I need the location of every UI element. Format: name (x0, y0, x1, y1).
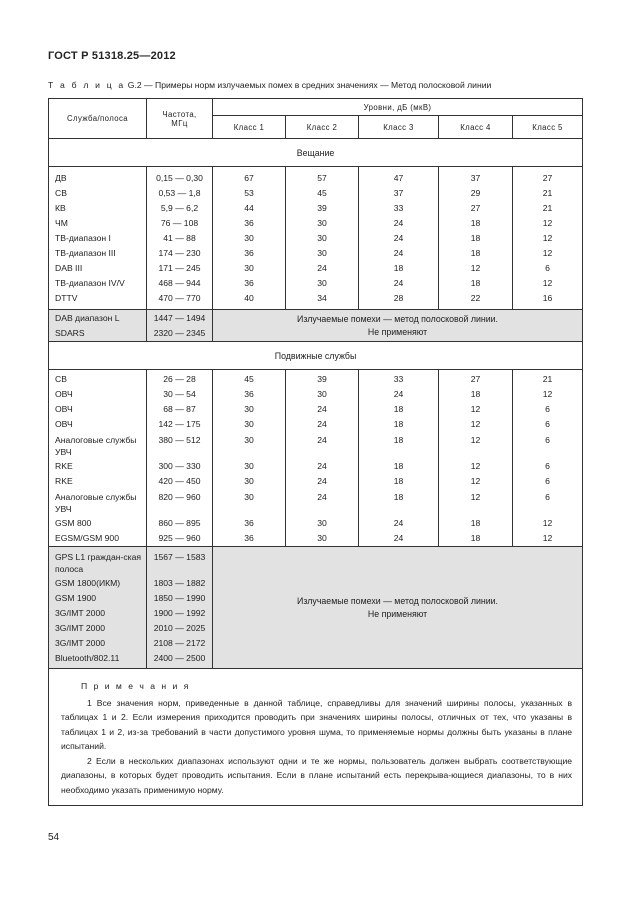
table-cell: 18 (470, 218, 481, 228)
table-cell: ТВ-диапазон III (55, 248, 116, 258)
table-cell: RKE (55, 476, 73, 486)
table-cell: 36 (244, 533, 254, 543)
table-cell: DAB III (55, 263, 83, 273)
table-cell: GSM 1800(ИКМ) (55, 578, 121, 588)
table-cell: 820 — 960 (158, 492, 201, 502)
mobile-class1-list (213, 370, 285, 546)
note-1: 1 Все значения норм, приведенные в данной таблице, справедливы для значений ширины полосы, указанных в таблицах 1 и 2. Если измерения приходится проводить при значениях ширины полосы, отличных от тех, что указаны в таблицах 1 и 2, из-за требований в части допустимого уровня шума, то применяемые нормы должны быть указаны в плане испытаний. (61, 697, 573, 751)
table-cell: ОВЧ (55, 389, 73, 399)
table-cell: 18 (393, 435, 404, 445)
notes-title: П р и м е ч а н и я (81, 681, 191, 691)
table-cell: 3G/IMT 2000 (55, 638, 105, 648)
mobile-na-services-list (49, 547, 146, 666)
table-cell: 44 (244, 203, 254, 213)
table-cell: 47 (393, 173, 404, 183)
table-cell: 30 (317, 218, 327, 228)
table-cell: 6 (545, 435, 550, 445)
header-levels: Уровни, дБ (мкВ) (213, 99, 583, 116)
table-cell: Bluetooth/802.11 (55, 653, 120, 663)
table-cell: 2320 — 2345 (153, 328, 206, 338)
table-cell: 12 (542, 248, 553, 258)
table-cell: 45 (317, 188, 327, 198)
table-cell: 28 (393, 293, 404, 303)
table-cell: 27 (542, 173, 553, 183)
table-cell: GSM 1900 (55, 593, 97, 603)
broadcast-class1-list (213, 167, 285, 306)
table-cell: КВ (55, 203, 66, 213)
table-cell: 36 (244, 278, 254, 288)
table-cell: 420 — 450 (158, 476, 201, 486)
table-cell: 27 (470, 203, 481, 213)
table-cell: 6 (545, 263, 550, 273)
table-cell: 1803 — 1882 (153, 578, 206, 588)
table-cell: 1567 — 1583 (153, 552, 206, 562)
header-class-1: Класс 1 (213, 116, 286, 139)
table-cell: 30 (317, 278, 327, 288)
table-cell: 67 (244, 173, 254, 183)
table-cell: 142 — 175 (158, 419, 201, 429)
mobile-class4-list (439, 370, 512, 546)
table-cell: 26 — 28 (163, 374, 196, 384)
table-cell: СВ (55, 374, 67, 384)
table-cell: ДВ (55, 173, 67, 183)
table-cell: SDARS (55, 328, 85, 338)
table-cell: 1850 — 1990 (153, 593, 206, 603)
table-cell: 34 (317, 293, 327, 303)
broadcast-class5-list (513, 167, 582, 306)
table-cell: 36 (244, 248, 254, 258)
table-cell: 24 (317, 435, 327, 445)
table-cell: 30 (317, 518, 327, 528)
mobile-not-applicable-note (213, 547, 583, 669)
table-cell: 30 (244, 492, 254, 502)
table-cell: 24 (393, 218, 404, 228)
table-cell: 6 (545, 492, 550, 502)
note-2: 2 Если в нескольких диапазонах используют одни и те же нормы, пользователь должен выбрать соответствующие диапазоны, в которых будет проводить испытания. Если в плане испытаний есть перекрыва-ющиеся диапазоны, то в них необходимо указать применимую норму. (61, 755, 573, 795)
table-cell: 24 (393, 389, 404, 399)
table-cell: 18 (470, 233, 481, 243)
table-cell: ЧМ (55, 218, 68, 228)
header-frequency-line1: Частота, (162, 109, 197, 119)
table-cell: 12 (470, 476, 481, 486)
table-cell: 33 (393, 374, 404, 384)
table-cell: 12 (470, 435, 481, 445)
table-cell: 30 (244, 404, 254, 414)
header-service: Служба/полоса (49, 99, 147, 139)
mobile-freqs-list (147, 370, 212, 546)
table-cell: 30 (244, 263, 254, 273)
header-class-2: Класс 2 (286, 116, 359, 139)
table-cell: 36 (244, 518, 254, 528)
broadcast-na-freqs-list (147, 310, 212, 341)
table-cell: 12 (542, 518, 553, 528)
table-cell: 3G/IMT 2000 (55, 623, 105, 633)
table-cell: 57 (317, 173, 327, 183)
page-number: 54 (48, 832, 60, 843)
mobile-class2-list (286, 370, 358, 546)
table-caption (48, 80, 491, 90)
table-cell: 16 (542, 293, 553, 303)
table-cell: 18 (393, 461, 404, 471)
table-cell: 174 — 230 (158, 248, 201, 258)
table-cell: 33 (393, 203, 404, 213)
mobile-services-list (49, 370, 146, 546)
table-caption-prefix: Т а б л и ц а (48, 80, 126, 90)
table-cell: 24 (393, 248, 404, 258)
broadcast-services-list (49, 167, 146, 306)
table-cell: 68 — 87 (163, 404, 196, 414)
table-cell: 6 (545, 476, 550, 486)
table-cell: ОВЧ (55, 404, 73, 414)
broadcast-class3-list (359, 167, 438, 306)
table-cell: 21 (542, 203, 553, 213)
table-cell: 37 (470, 173, 481, 183)
table-cell: 12 (542, 533, 553, 543)
table-cell: 6 (545, 404, 550, 414)
section-broadcast-title: Вещание (49, 139, 583, 167)
table-cell: 18 (393, 404, 404, 414)
table-cell: 2108 — 2172 (153, 638, 206, 648)
mobile-na-freqs-list (147, 547, 212, 666)
table-cell: 30 — 54 (163, 389, 196, 399)
table-cell: ТВ-диапазон I (55, 233, 111, 243)
emission-limits-table (48, 98, 583, 806)
table-cell: 300 — 330 (158, 461, 201, 471)
table-cell: 24 (317, 263, 327, 273)
table-cell: 171 — 245 (158, 263, 201, 273)
table-cell: 18 (470, 389, 481, 399)
table-cell: 30 (317, 233, 327, 243)
table-cell: 22 (470, 293, 481, 303)
table-cell: 12 (470, 492, 481, 502)
table-cell: 468 — 944 (158, 278, 201, 288)
table-cell: 36 (244, 218, 254, 228)
table-cell: 12 (470, 461, 481, 471)
table-cell: RKE (55, 461, 73, 471)
table-cell: Аналоговые службы УВЧ (55, 492, 137, 514)
table-cell: 40 (244, 293, 254, 303)
table-cell: ТВ-диапазон IV/V (55, 278, 125, 288)
table-cell: 2400 — 2500 (153, 653, 206, 663)
table-cell: 6 (545, 461, 550, 471)
table-cell: 18 (470, 518, 481, 528)
table-cell: 24 (393, 233, 404, 243)
table-cell: 30 (244, 419, 254, 429)
table-cell: 18 (470, 533, 481, 543)
table-cell: 18 (393, 476, 404, 486)
broadcast-freqs-list (147, 167, 212, 306)
table-cell: 470 — 770 (158, 293, 201, 303)
table-cell: 30 (317, 389, 327, 399)
table-cell: 6 (545, 419, 550, 429)
table-cell: 12 (542, 389, 553, 399)
table-cell: 76 — 108 (160, 218, 199, 228)
table-cell: 2010 — 2025 (153, 623, 206, 633)
table-cell: 12 (542, 218, 553, 228)
table-cell: 24 (317, 476, 327, 486)
table-cell: 0,53 — 1,8 (158, 188, 201, 198)
table-cell: 24 (317, 461, 327, 471)
table-cell: 12 (470, 419, 481, 429)
table-cell: 29 (470, 188, 481, 198)
table-cell: 18 (393, 419, 404, 429)
table-cell: GSM 800 (55, 518, 92, 528)
table-cell: 45 (244, 374, 254, 384)
table-cell: 12 (542, 278, 553, 288)
table-cell: 36 (244, 389, 254, 399)
table-cell: 12 (470, 404, 481, 414)
table-cell: 37 (393, 188, 404, 198)
table-cell: 24 (393, 518, 404, 528)
broadcast-class4-list (439, 167, 512, 306)
table-cell: EGSM/GSM 900 (55, 533, 119, 543)
table-cell: 3G/IMT 2000 (55, 608, 105, 618)
table-cell: 18 (393, 492, 404, 502)
table-cell: 380 — 512 (158, 435, 201, 445)
table-cell: 1900 — 1992 (153, 608, 206, 618)
table-cell: 860 — 895 (158, 518, 201, 528)
broadcast-na-line2: Не применяют (367, 326, 428, 337)
header-frequency (147, 99, 213, 139)
mobile-na-line2: Не применяют (367, 608, 428, 619)
table-cell: 30 (244, 233, 254, 243)
broadcast-class2-list (286, 167, 358, 306)
table-cell: 18 (393, 263, 404, 273)
table-cell: 39 (317, 374, 327, 384)
table-cell: 18 (470, 278, 481, 288)
table-cell: 925 — 960 (158, 533, 201, 543)
section-mobile-title: Подвижные службы (49, 342, 583, 370)
table-cell: 24 (317, 419, 327, 429)
header-class-4: Класс 4 (439, 116, 513, 139)
broadcast-na-line1: Излучаемые помехи — метод полосковой линии. (297, 313, 498, 324)
table-cell: GPS L1 граждан-ская полоса (55, 552, 142, 574)
table-cell: DTTV (55, 293, 78, 303)
table-cell: 30 (317, 248, 327, 258)
table-cell: 30 (317, 533, 327, 543)
table-cell: 24 (393, 533, 404, 543)
header-frequency-line2: МГц (171, 118, 188, 128)
table-cell: DAB диапазон L (55, 313, 120, 323)
table-cell: 41 — 88 (163, 233, 196, 243)
header-class-3: Класс 3 (359, 116, 439, 139)
broadcast-na-services-list (49, 310, 146, 341)
table-cell: ОВЧ (55, 419, 73, 429)
mobile-class3-list (359, 370, 438, 546)
table-caption-text: G.2 — Примеры норм излучаемых помех в средних значениях — Метод полосковой линии (125, 80, 492, 90)
table-cell: 24 (317, 492, 327, 502)
table-cell: 30 (244, 476, 254, 486)
table-cell: СВ (55, 188, 67, 198)
mobile-na-line1: Излучаемые помехи — метод полосковой линии. (297, 595, 498, 606)
table-cell: Аналоговые службы УВЧ (55, 435, 137, 457)
table-cell: 24 (393, 278, 404, 288)
table-cell: 30 (244, 435, 254, 445)
table-cell: 39 (317, 203, 327, 213)
table-cell: 30 (244, 461, 254, 471)
notes-block (49, 669, 583, 806)
header-class-5: Класс 5 (513, 116, 583, 139)
mobile-class5-list (513, 370, 582, 546)
table-cell: 24 (317, 404, 327, 414)
document-header: ГОСТ Р 51318.25—2012 (48, 50, 176, 62)
table-cell: 12 (542, 233, 553, 243)
table-cell: 21 (542, 374, 553, 384)
table-cell: 18 (470, 248, 481, 258)
table-cell: 27 (470, 374, 481, 384)
table-cell: 0,15 — 0,30 (156, 173, 203, 183)
table-cell: 5,9 — 6,2 (160, 203, 199, 213)
table-cell: 1447 — 1494 (153, 313, 206, 323)
table-cell: 53 (244, 188, 254, 198)
broadcast-not-applicable-note (213, 310, 583, 342)
table-cell: 12 (470, 263, 481, 273)
table-cell: 21 (542, 188, 553, 198)
